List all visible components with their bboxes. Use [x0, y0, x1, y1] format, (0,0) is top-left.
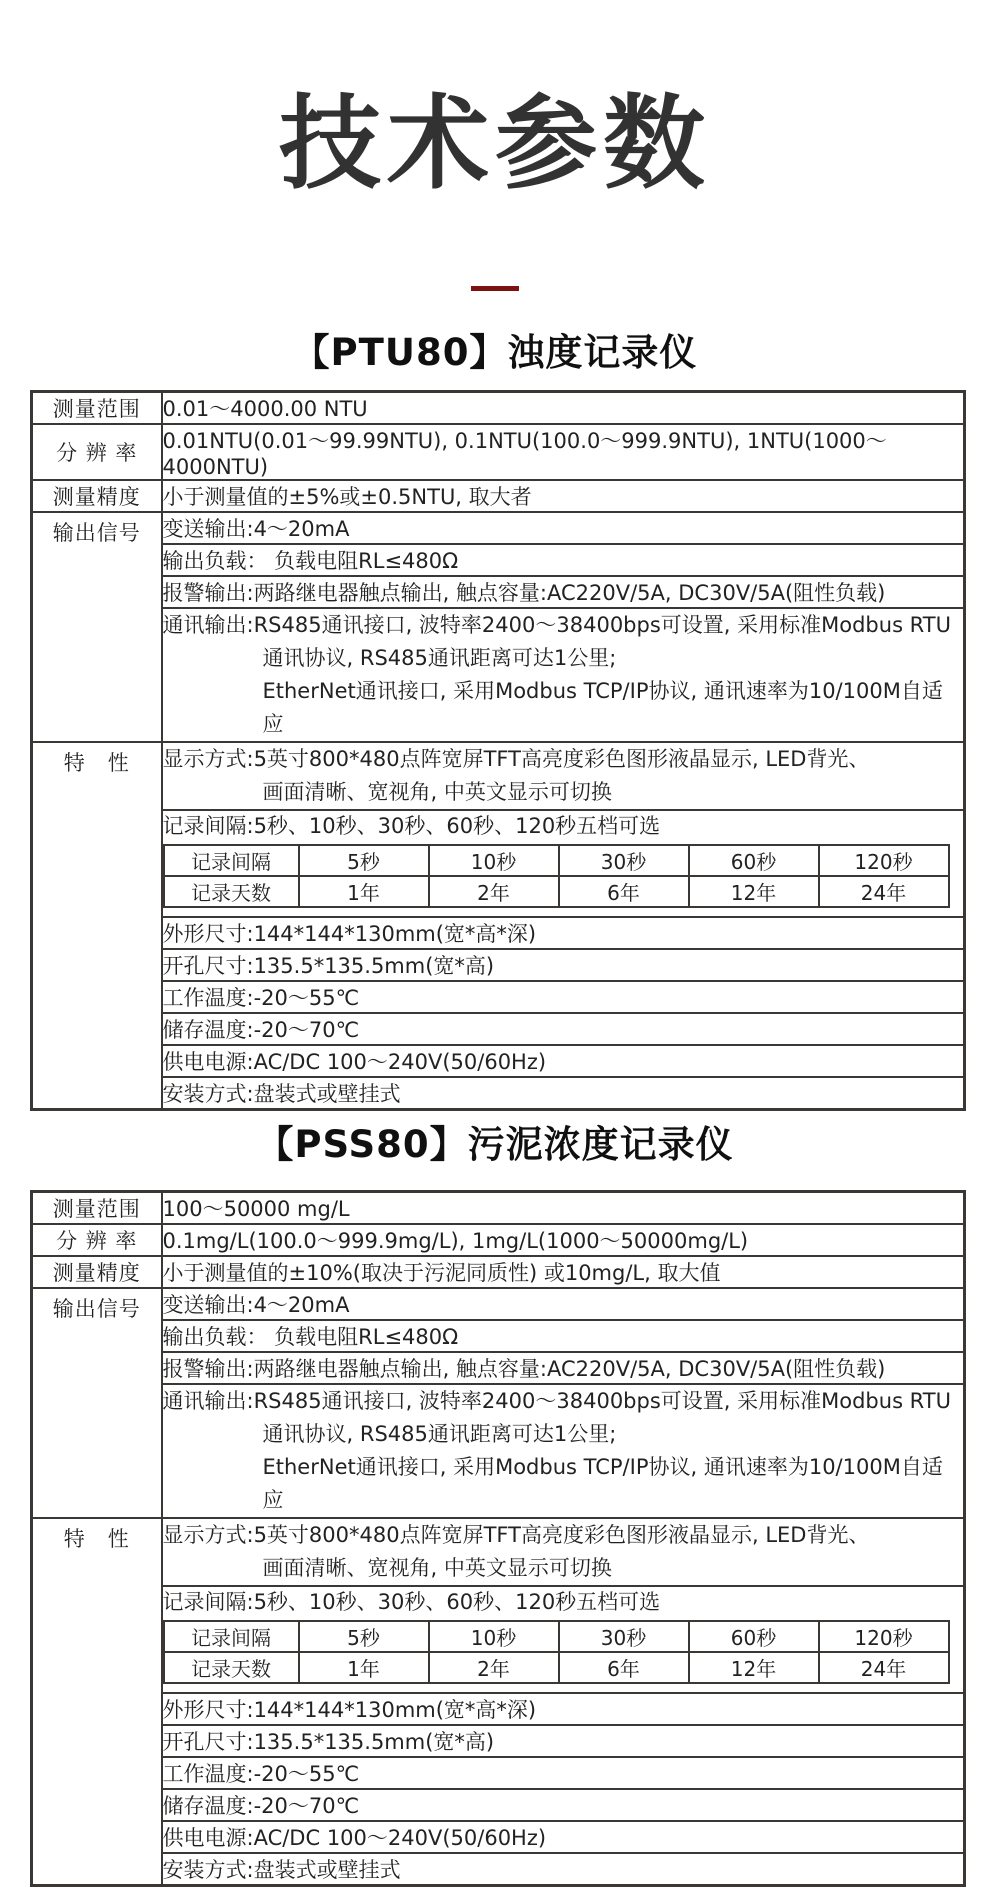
- table-row: [32, 480, 965, 512]
- display-line: 画面清晰、宽视角, 中英文显示可切换: [262, 1556, 612, 1580]
- spec-label: 输出信号: [32, 512, 162, 742]
- title-underline-divider: [471, 286, 519, 291]
- spec-value: 外形尺寸:144*144*130mm(宽*高*深): [162, 917, 965, 949]
- table-row: [32, 1224, 965, 1256]
- record-days-label: 记录天数: [164, 1652, 299, 1683]
- spec-value: 安装方式:盘装式或壁挂式: [162, 1077, 965, 1110]
- spec-value-comm: [162, 608, 965, 742]
- spec-value: 工作温度:-20～55℃: [162, 981, 965, 1013]
- spec-value: 外形尺寸:144*144*130mm(宽*高*深): [162, 1693, 965, 1725]
- record-days-cell: 1年: [299, 1652, 429, 1683]
- record-interval-cell: 30秒: [559, 1621, 689, 1652]
- spec-value: 储存温度:-20～70℃: [162, 1789, 965, 1821]
- spec-value-record: [162, 1586, 965, 1693]
- table-row: [32, 1384, 965, 1518]
- table-row: [32, 392, 965, 425]
- record-days-cell: 6年: [559, 876, 689, 907]
- spec-value: 开孔尺寸:135.5*135.5mm(宽*高): [162, 1725, 965, 1757]
- table-row: [32, 424, 965, 480]
- spec-value: 安装方式:盘装式或壁挂式: [162, 1853, 965, 1886]
- comm-line: EtherNet通讯接口, 采用Modbus TCP/IP协议, 通讯速率为10/100M自适应: [262, 1455, 943, 1512]
- record-days-cell: 2年: [429, 876, 559, 907]
- spec-value: 储存温度:-20～70℃: [162, 1013, 965, 1045]
- table-row: [32, 1586, 965, 1693]
- table-row: [32, 1077, 965, 1110]
- spec-value: 输出负载： 负载电阻RL≤480Ω: [162, 544, 965, 576]
- section-heading-ptu80: 【PTU80】浊度记录仪: [292, 331, 698, 374]
- spec-value: 变送输出:4～20mA: [162, 1288, 965, 1320]
- display-line: 显示方式:5英寸800*480点阵宽屏TFT高亮度彩色图形液晶显示, LED背光、: [162, 1523, 870, 1547]
- spec-value-display: [162, 1518, 965, 1586]
- spec-label: 特 性: [32, 1518, 162, 1886]
- table-row: [32, 810, 965, 917]
- record-days-cell: 24年: [819, 1652, 949, 1683]
- table-row: [32, 1288, 965, 1320]
- spec-value: 工作温度:-20～55℃: [162, 1757, 965, 1789]
- table-row: [32, 1789, 965, 1821]
- record-days-table: [163, 844, 950, 908]
- spec-value: 供电电源:AC/DC 100～240V(50/60Hz): [162, 1821, 965, 1853]
- spec-value: 报警输出:两路继电器触点输出, 触点容量:AC220V/5A, DC30V/5A(阻性负载): [162, 1352, 965, 1384]
- spec-label: 测量精度: [32, 480, 162, 512]
- spec-value: 开孔尺寸:135.5*135.5mm(宽*高): [162, 949, 965, 981]
- spec-value: 小于测量值的±10%(取决于污泥同质性) 或10mg/L, 取大值: [162, 1256, 965, 1288]
- pss80-spec-table: [30, 1190, 966, 1887]
- table-row: [32, 1320, 965, 1352]
- spec-value: 0.1mg/L(100.0～999.9mg/L), 1mg/L(1000～50000mg/L): [162, 1224, 965, 1256]
- record-days-cell: 2年: [429, 1652, 559, 1683]
- record-days-cell: 12年: [689, 876, 819, 907]
- spec-label: 测量精度: [32, 1256, 162, 1288]
- record-interval-label: 记录间隔: [164, 845, 299, 876]
- comm-line: 通讯输出:RS485通讯接口, 波特率2400～38400bps可设置, 采用标准Modbus RTU: [162, 613, 951, 637]
- ptu80-spec-table: [30, 390, 966, 1111]
- table-row: [32, 981, 965, 1013]
- display-line: 显示方式:5英寸800*480点阵宽屏TFT高亮度彩色图形液晶显示, LED背光、: [162, 747, 870, 771]
- table-row: [32, 576, 965, 608]
- table-row: [164, 1621, 949, 1652]
- spec-value: 输出负载： 负载电阻RL≤480Ω: [162, 1320, 965, 1352]
- spec-value: 0.01～4000.00 NTU: [162, 392, 965, 425]
- spec-value: 报警输出:两路继电器触点输出, 触点容量:AC220V/5A, DC30V/5A(阻性负载): [162, 576, 965, 608]
- spec-label: 输出信号: [32, 1288, 162, 1518]
- comm-line: 通讯协议, RS485通讯距离可达1公里;: [262, 1422, 617, 1446]
- spec-label: 测量范围: [32, 1192, 162, 1225]
- table-row: [32, 1757, 965, 1789]
- table-row: [32, 1256, 965, 1288]
- table-row: [164, 1652, 949, 1683]
- spec-value-record: [162, 810, 965, 917]
- ptu80-spec-table-container: [30, 390, 966, 1111]
- record-days-label: 记录天数: [164, 876, 299, 907]
- spec-value: 0.01NTU(0.01～99.99NTU), 0.1NTU(100.0～999.9NTU), 1NTU(1000～4000NTU): [162, 424, 965, 480]
- record-interval-caption: 记录间隔:5秒、10秒、30秒、60秒、120秒五档可选: [162, 1590, 661, 1614]
- spec-value-display: [162, 742, 965, 810]
- table-row: [32, 917, 965, 949]
- spec-value: 100～50000 mg/L: [162, 1192, 965, 1225]
- record-interval-cell: 5秒: [299, 845, 429, 876]
- record-interval-cell: 60秒: [689, 845, 819, 876]
- record-interval-cell: 60秒: [689, 1621, 819, 1652]
- table-row: [32, 544, 965, 576]
- table-row: [164, 876, 949, 907]
- record-days-cell: 12年: [689, 1652, 819, 1683]
- record-interval-cell: 10秒: [429, 1621, 559, 1652]
- table-row: [32, 1045, 965, 1077]
- record-interval-cell: 5秒: [299, 1621, 429, 1652]
- spec-label: 特 性: [32, 742, 162, 1110]
- table-row: [164, 845, 949, 876]
- table-row: [32, 1725, 965, 1757]
- record-days-table: [163, 1620, 950, 1684]
- table-row: [32, 949, 965, 981]
- record-interval-cell: 10秒: [429, 845, 559, 876]
- spec-value: 小于测量值的±5%或±0.5NTU, 取大者: [162, 480, 965, 512]
- record-interval-cell: 120秒: [819, 1621, 949, 1652]
- section-heading-pss80: 【PSS80】污泥浓度记录仪: [256, 1123, 734, 1166]
- record-interval-label: 记录间隔: [164, 1621, 299, 1652]
- table-row: [32, 608, 965, 742]
- table-row: [32, 1352, 965, 1384]
- comm-line: 通讯输出:RS485通讯接口, 波特率2400～38400bps可设置, 采用标准Modbus RTU: [162, 1389, 951, 1413]
- table-row: [32, 1821, 965, 1853]
- table-row: [32, 1693, 965, 1725]
- pss80-spec-table-container: [30, 1190, 966, 1887]
- table-row: [32, 1853, 965, 1886]
- table-row: [32, 1518, 965, 1586]
- spec-label: 测量范围: [32, 392, 162, 425]
- record-days-cell: 1年: [299, 876, 429, 907]
- spec-value: 变送输出:4～20mA: [162, 512, 965, 544]
- page-title: 技术参数: [279, 85, 711, 204]
- spec-label: 分 辨 率: [32, 1224, 162, 1256]
- table-row: [32, 512, 965, 544]
- table-row: [32, 1013, 965, 1045]
- spec-value-comm: [162, 1384, 965, 1518]
- display-line: 画面清晰、宽视角, 中英文显示可切换: [262, 780, 612, 804]
- record-days-cell: 6年: [559, 1652, 689, 1683]
- record-interval-cell: 120秒: [819, 845, 949, 876]
- record-days-cell: 24年: [819, 876, 949, 907]
- spec-label: 分 辨 率: [32, 424, 162, 480]
- comm-line: EtherNet通讯接口, 采用Modbus TCP/IP协议, 通讯速率为10/100M自适应: [262, 679, 943, 736]
- table-row: [32, 742, 965, 810]
- spec-value: 供电电源:AC/DC 100～240V(50/60Hz): [162, 1045, 965, 1077]
- record-interval-caption: 记录间隔:5秒、10秒、30秒、60秒、120秒五档可选: [162, 814, 661, 838]
- table-row: [32, 1192, 965, 1225]
- record-interval-cell: 30秒: [559, 845, 689, 876]
- comm-line: 通讯协议, RS485通讯距离可达1公里;: [262, 646, 617, 670]
